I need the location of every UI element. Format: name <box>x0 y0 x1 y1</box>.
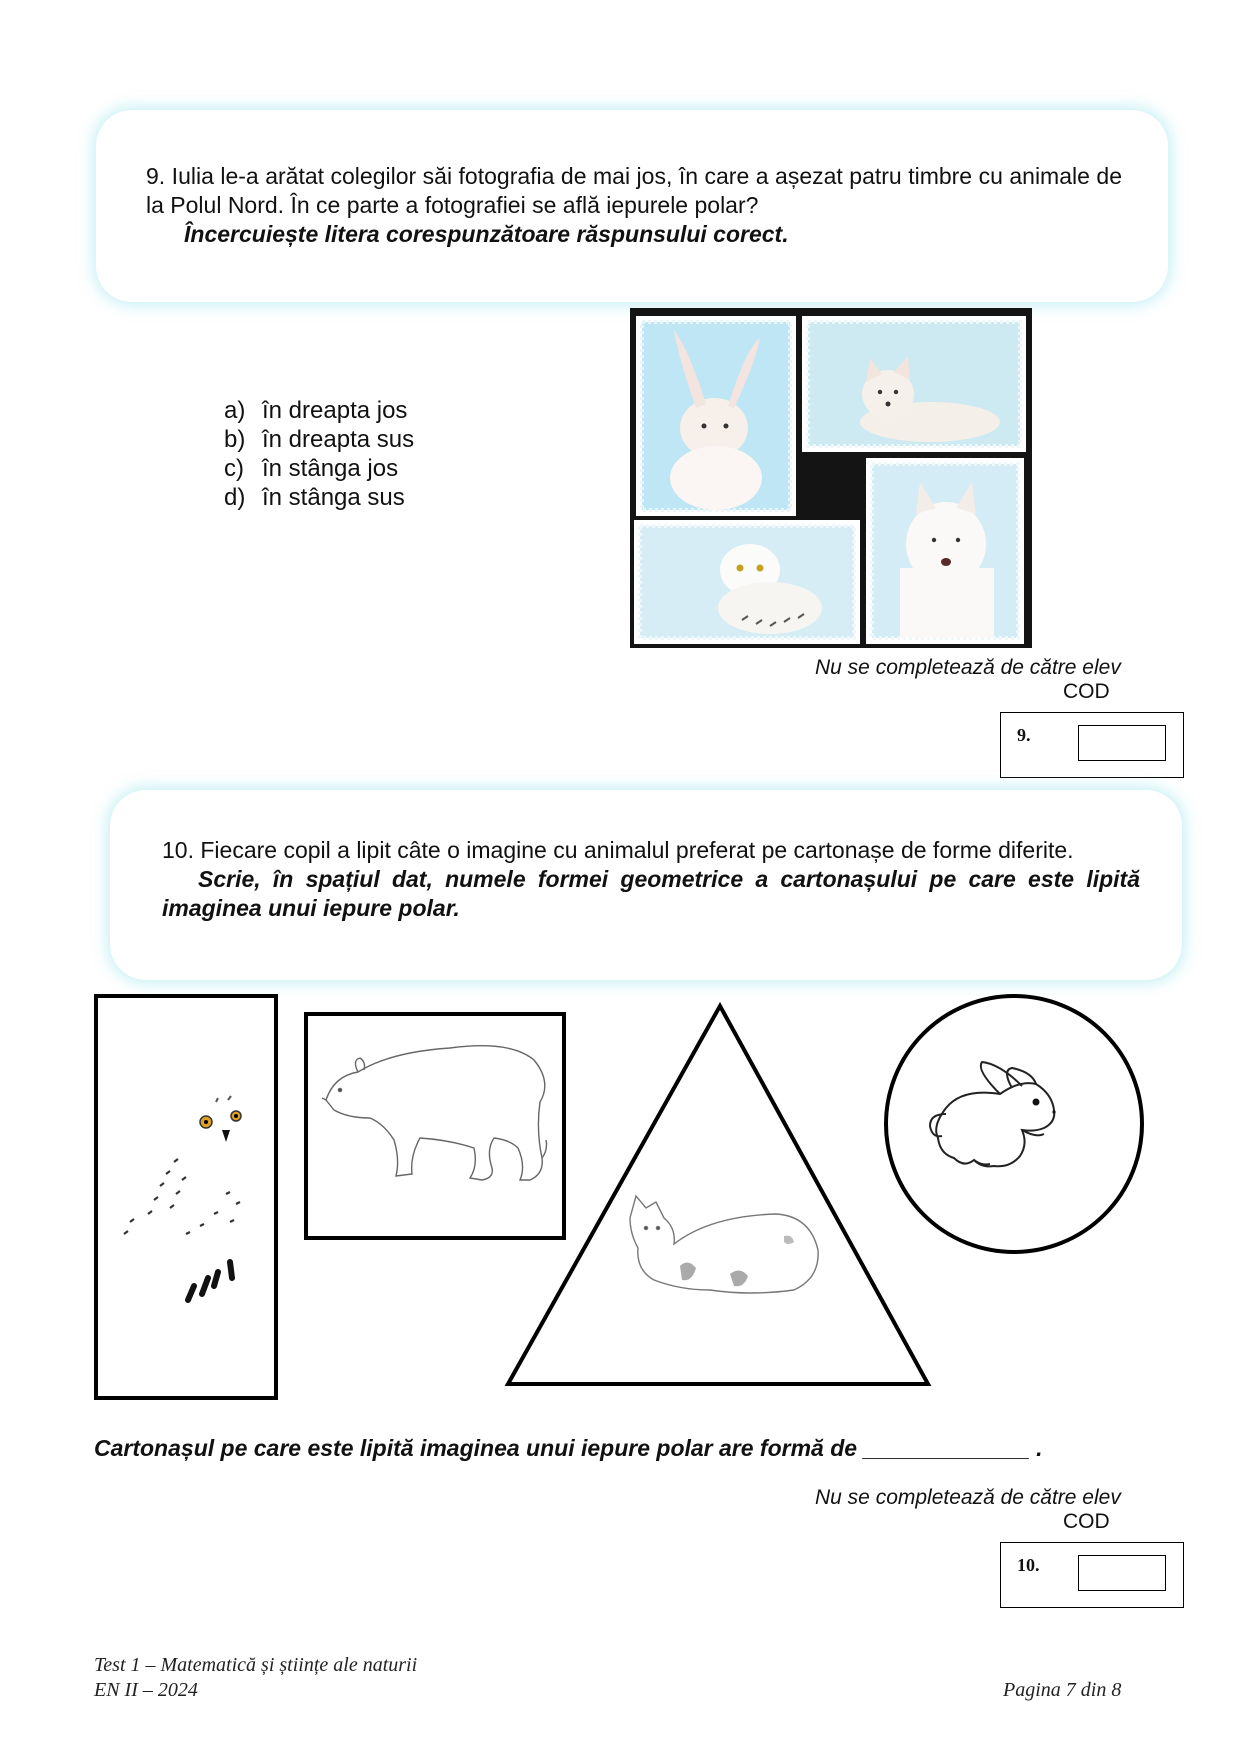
arctic-fox-stamp <box>802 316 1026 452</box>
code-box-field[interactable] <box>1078 1555 1166 1591</box>
answer-sentence <box>94 1434 1043 1463</box>
square-card <box>306 1014 564 1238</box>
option-text: în stânga jos <box>262 455 399 482</box>
question-10-text: 10. Fiecare copil a lipit câte o imagine cu animalul preferat pe cartonașe de forme diferite. <box>162 837 1074 863</box>
option-text: în dreapta jos <box>262 397 408 424</box>
option-letter: b) <box>224 426 246 453</box>
code-box-10 <box>1000 1542 1184 1608</box>
arctic-wolf-stamp <box>866 458 1024 644</box>
not-for-student-note: Nu se completează de către elev <box>815 656 1121 679</box>
option-d[interactable] <box>224 483 414 512</box>
option-letter: d) <box>224 484 246 511</box>
code-box-9 <box>1000 712 1184 778</box>
answer-end: . <box>1036 1435 1043 1461</box>
question-10-instruction: Scrie, în spațiul dat, numele formei geometrice a cartonașului pe care este lipită imaginea unui iepure polar. <box>162 866 1140 921</box>
triangle-card <box>508 1006 928 1384</box>
option-letter: a) <box>224 397 246 424</box>
answer-blank[interactable]: _____________ <box>863 1435 1030 1461</box>
answer-options <box>224 396 414 512</box>
code-box-number: 10. <box>1017 1555 1040 1575</box>
cod-label: COD <box>1063 1510 1110 1533</box>
not-for-student-note: Nu se completează de către elev <box>815 1486 1121 1509</box>
option-text: în dreapta sus <box>262 426 415 453</box>
hare-stamp <box>636 316 796 516</box>
footer-test-title: Test 1 – Matematică și științe ale naturii <box>94 1654 418 1676</box>
cod-label: COD <box>1063 680 1110 703</box>
option-c[interactable] <box>224 454 414 483</box>
footer-exam-year: EN II – 2024 <box>94 1679 198 1701</box>
shape-cards <box>90 990 1170 1402</box>
option-b[interactable] <box>224 425 414 454</box>
footer-left <box>94 1653 417 1703</box>
option-a[interactable] <box>224 396 414 425</box>
option-text: în stânga sus <box>262 484 405 511</box>
circle-card <box>886 996 1142 1252</box>
code-box-field[interactable] <box>1078 725 1166 761</box>
answer-sentence-text: Cartonașul pe care este lipită imaginea unui iepure polar are formă de <box>94 1435 858 1461</box>
rectangle-card <box>96 996 276 1398</box>
footer-page-number: Pagina 7 din 8 <box>1003 1679 1122 1701</box>
snowy-owl-stamp <box>634 520 860 644</box>
code-box-number: 9. <box>1017 725 1031 745</box>
option-letter: c) <box>224 455 244 482</box>
question-9-text: 9. Iulia le-a arătat colegilor săi fotografia de mai jos, în care a așezat patru timbre cu animale de la Polul Nord. În ce parte a fotografiei se află iepurele polar? <box>146 163 1122 218</box>
stamps-photo <box>630 308 1032 648</box>
question-9-instruction: Încercuiește litera corespunzătoare răspunsului corect. <box>184 221 789 247</box>
